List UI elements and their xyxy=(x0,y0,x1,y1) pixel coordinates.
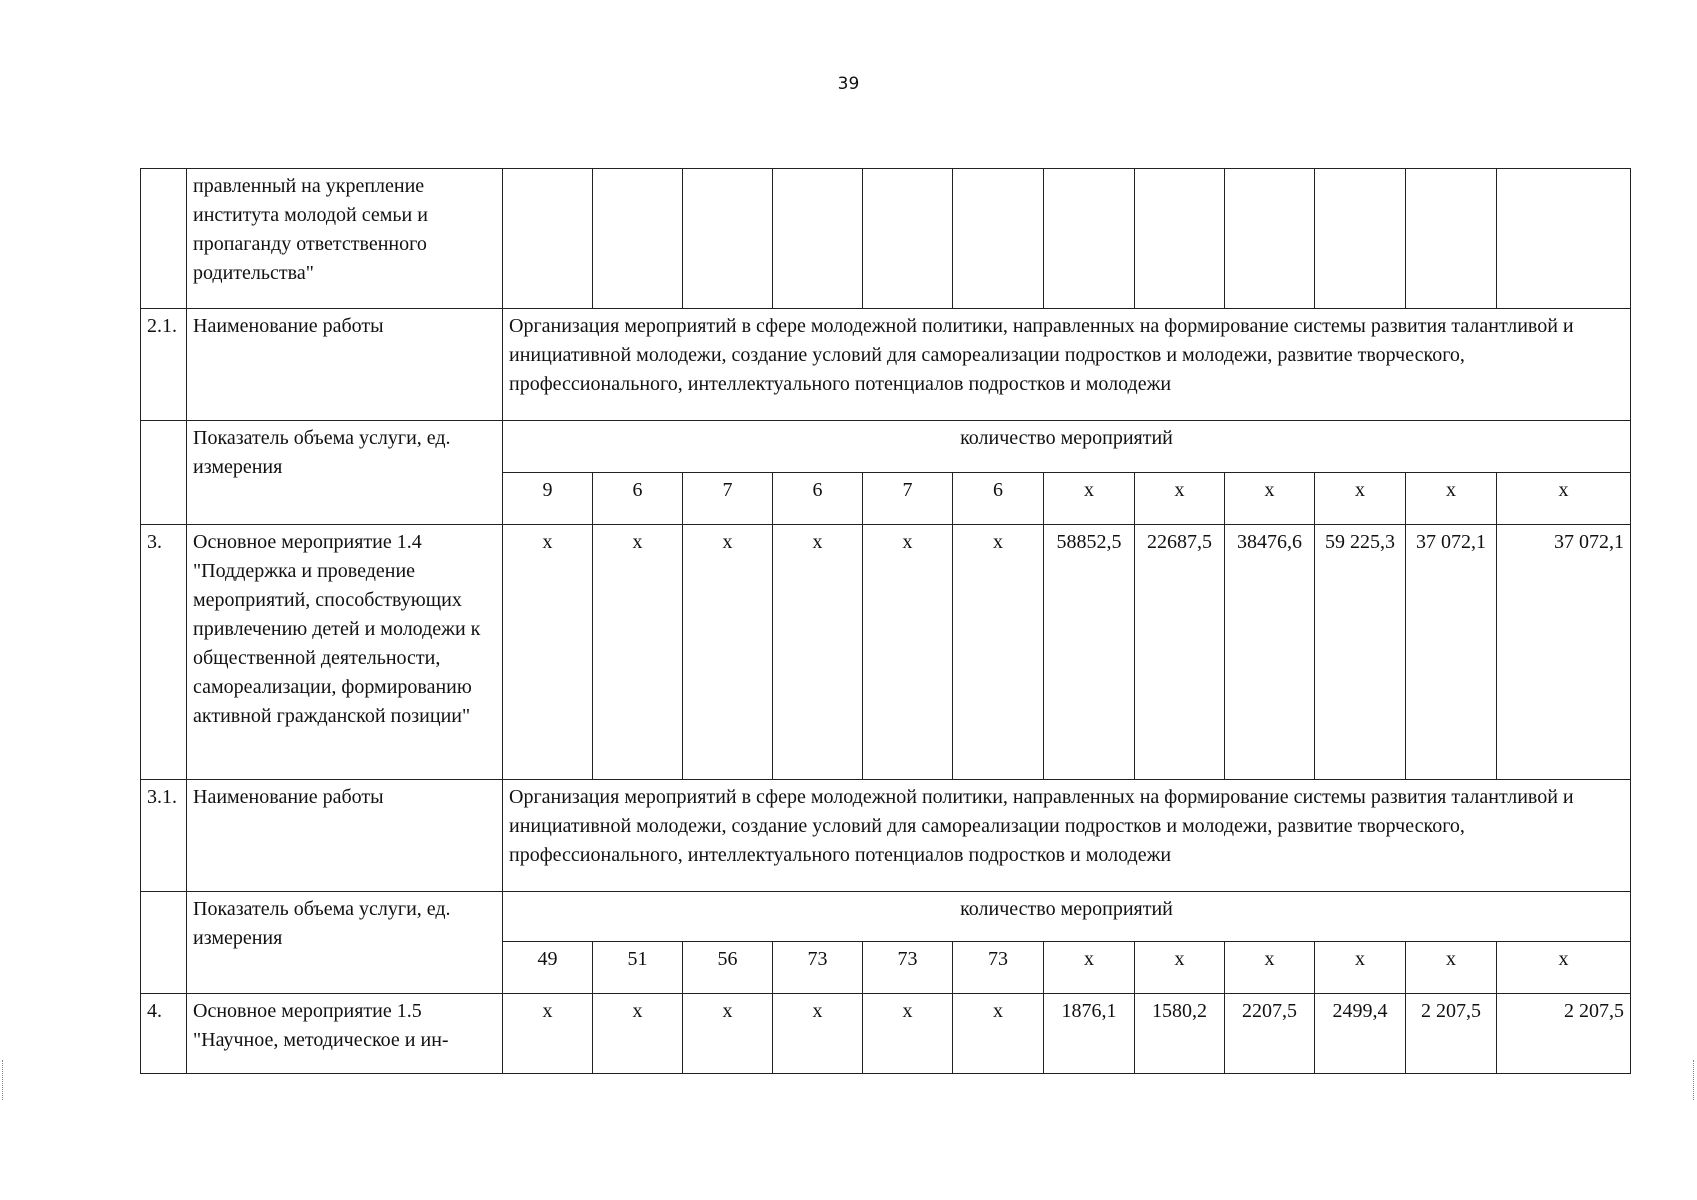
value-cell xyxy=(953,169,1044,309)
indicator-value: 73 xyxy=(863,942,953,994)
value-cell xyxy=(1315,169,1406,309)
scan-edge-mark-left xyxy=(2,1060,4,1100)
value-cell xyxy=(593,169,683,309)
row-number-cell xyxy=(141,421,187,525)
indicator-value: х xyxy=(1497,942,1631,994)
value-cell xyxy=(1406,169,1497,309)
funding-value: х xyxy=(503,994,593,1074)
indicator-value: 7 xyxy=(683,473,773,525)
work-name-text: Организация мероприятий в сфере молодежной политики, направленных на формирование системы развития талантливой и инициативной молодежи, создание условий для самореализации подростков и молодежи, развитие творческого, профессионального, интеллектуального потенциалов подростков и молодежи xyxy=(503,309,1631,421)
indicator-value: 73 xyxy=(953,942,1044,994)
row-number: 2.1. xyxy=(141,309,187,421)
indicator-value: х xyxy=(1225,942,1315,994)
table-row-3 xyxy=(141,525,1631,780)
row-description: Основное мероприятие 1.4 "Поддержка и проведение мероприятий, способствующих привлечению детей и молодежи к общественной деятельности, самореализации, формированию активной гражданской позиции" xyxy=(187,525,503,780)
indicator-value: х xyxy=(1135,473,1225,525)
funding-value: х xyxy=(683,994,773,1074)
funding-value: х xyxy=(863,525,953,780)
table-row-2-1 xyxy=(141,309,1631,421)
indicator-value: х xyxy=(1044,473,1135,525)
funding-value: 1876,1 xyxy=(1044,994,1135,1074)
indicator-value: 9 xyxy=(503,473,593,525)
table-row-4 xyxy=(141,994,1631,1074)
value-cell xyxy=(1225,169,1315,309)
indicator-value: 6 xyxy=(593,473,683,525)
indicator-value: х xyxy=(1044,942,1135,994)
row-label: Наименование работы xyxy=(187,309,503,421)
funding-value: х xyxy=(683,525,773,780)
table-row-3-1 xyxy=(141,780,1631,892)
scan-edge-mark-right xyxy=(1693,1060,1695,1100)
funding-value: 2 207,5 xyxy=(1497,994,1631,1074)
funding-value: х xyxy=(953,525,1044,780)
funding-value: 37 072,1 xyxy=(1497,525,1631,780)
value-cell xyxy=(773,169,863,309)
funding-value: х xyxy=(593,525,683,780)
funding-value: х xyxy=(503,525,593,780)
funding-value: 2499,4 xyxy=(1315,994,1406,1074)
value-cell xyxy=(683,169,773,309)
indicator-value: х xyxy=(1497,473,1631,525)
funding-value: 22687,5 xyxy=(1135,525,1225,780)
value-cell xyxy=(1497,169,1631,309)
value-cell xyxy=(1135,169,1225,309)
indicator-value: х xyxy=(1135,942,1225,994)
value-cell xyxy=(503,169,593,309)
funding-value: х xyxy=(773,994,863,1074)
indicator-value: 56 xyxy=(683,942,773,994)
indicator-value: х xyxy=(1406,473,1497,525)
program-table xyxy=(140,168,1631,1074)
funding-value: 38476,6 xyxy=(1225,525,1315,780)
indicator-value: х xyxy=(1315,942,1406,994)
funding-value: х xyxy=(953,994,1044,1074)
funding-value: х xyxy=(593,994,683,1074)
indicator-label: Показатель объема услуги, ед. измерения xyxy=(187,892,503,994)
indicator-value: 6 xyxy=(953,473,1044,525)
indicator-unit: количество мероприятий xyxy=(503,421,1631,473)
value-cell xyxy=(1044,169,1135,309)
row-number: 4. xyxy=(141,994,187,1074)
table-row-indicator-3-1 xyxy=(141,892,1631,942)
funding-value: х xyxy=(863,994,953,1074)
indicator-value: х xyxy=(1225,473,1315,525)
page-number: 39 xyxy=(837,74,860,94)
indicator-value: 7 xyxy=(863,473,953,525)
row-description: правленный на укрепление института молодой семьи и пропаганду ответственного родительства" xyxy=(187,169,503,309)
funding-value: 2207,5 xyxy=(1225,994,1315,1074)
row-number-cell xyxy=(141,169,187,309)
funding-value: 1580,2 xyxy=(1135,994,1225,1074)
row-number-cell xyxy=(141,892,187,994)
indicator-value: 51 xyxy=(593,942,683,994)
indicator-value: х xyxy=(1406,942,1497,994)
table-row-continuation xyxy=(141,169,1631,309)
funding-value: 2 207,5 xyxy=(1406,994,1497,1074)
funding-value: 37 072,1 xyxy=(1406,525,1497,780)
row-description: Основное мероприятие 1.5 "Научное, методическое и ин- xyxy=(187,994,503,1074)
table-row-indicator-2-1 xyxy=(141,421,1631,473)
funding-value: х xyxy=(773,525,863,780)
row-label: Наименование работы xyxy=(187,780,503,892)
funding-value: 58852,5 xyxy=(1044,525,1135,780)
work-name-text: Организация мероприятий в сфере молодежной политики, направленных на формирование системы развития талантливой и инициативной молодежи, создание условий для самореализации подростков и молодежи, развитие творческого, профессионального, интеллектуального потенциалов подростков и молодежи xyxy=(503,780,1631,892)
indicator-value: х xyxy=(1315,473,1406,525)
indicator-label: Показатель объема услуги, ед. измерения xyxy=(187,421,503,525)
value-cell xyxy=(863,169,953,309)
funding-value: 59 225,3 xyxy=(1315,525,1406,780)
indicator-value: 73 xyxy=(773,942,863,994)
indicator-unit: количество мероприятий xyxy=(503,892,1631,942)
row-number: 3. xyxy=(141,525,187,780)
indicator-value: 49 xyxy=(503,942,593,994)
indicator-value: 6 xyxy=(773,473,863,525)
row-number: 3.1. xyxy=(141,780,187,892)
